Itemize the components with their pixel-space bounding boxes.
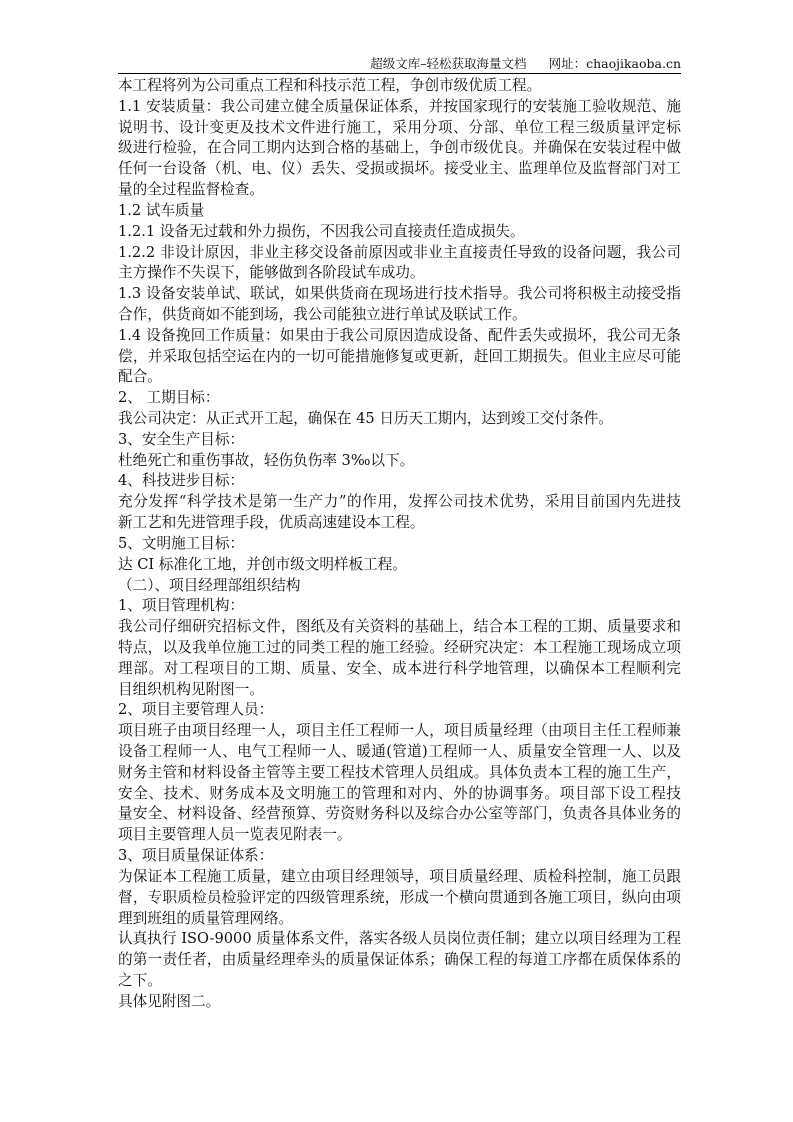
paragraph	[118, 617, 681, 700]
paragraph	[118, 471, 681, 492]
text-line: 任何一台设备（机、电、仪）丢失、受损或损坏。接受业主、监理单位及监督部门对工	[118, 160, 681, 178]
text-line: 项目班子由项目经理一人，项目主任工程师一人，项目质量经理（由项目主任工程师兼	[118, 722, 681, 740]
text-line: 级进行检验，在合同工期内达到合格的基础上，争创市级优良。并确保在安装过程中做	[118, 139, 681, 157]
header-brand: 超级文库–轻松获取海量文档	[370, 56, 527, 71]
paragraph	[118, 534, 681, 555]
paragraph	[118, 492, 681, 534]
text-line: 杜绝死亡和重伤事故，轻伤负伤率 3‰以下。	[118, 451, 415, 469]
text-line: 特点，以及我单位施工过的同类工程的施工经验。经研究决定：本工程施工现场成立项	[118, 638, 681, 656]
text-line: 本工程将列为公司重点工程和科技示范工程，争创市级优质工程。	[118, 77, 542, 94]
text-line: 具体见附图二。	[118, 992, 221, 1010]
text-line: 说明书、设计变更及技术文件进行施工，采用分项、分部、单位工程三级质量评定标	[118, 118, 681, 136]
paragraph	[118, 721, 681, 846]
paragraph	[118, 222, 681, 243]
text-line: 为保证本工程施工质量，建立由项目经理领导，项目质量经理、质检科控制，施工员跟	[118, 867, 681, 885]
text-line: 4、科技进步目标：	[118, 472, 245, 490]
text-line: 督，专职质检员检验评定的四级管理系统，形成一个横向贯通到各施工项目，纵向由项	[118, 888, 681, 906]
paragraph	[118, 596, 681, 617]
paragraph	[118, 846, 681, 867]
paragraph	[118, 97, 681, 201]
paragraph	[118, 388, 681, 409]
paragraph	[118, 929, 681, 991]
text-line: 达 CI 标准化工地，并创市级文明样板工程。	[118, 555, 407, 573]
paragraph	[118, 700, 681, 721]
paragraph	[118, 430, 681, 451]
paragraph	[118, 867, 681, 929]
paragraph	[118, 451, 681, 472]
text-line: 目组织机构见附图一。	[118, 680, 264, 698]
paragraph	[118, 576, 681, 597]
text-line: 项目主要管理人员一览表见附表一。	[118, 826, 352, 844]
paragraph	[118, 409, 681, 430]
document-body	[118, 76, 681, 1013]
text-line: 量的全过程监督检查。	[118, 181, 264, 199]
text-line: 之下。	[118, 971, 162, 989]
text-line: 1.3 设备安装单试、联试，如果供货商在现场进行技术指导。我公司将积极主动接受指	[118, 285, 681, 303]
text-line: 合作，供货商如不能到场，我公司能独立进行单试及联试工作。	[118, 305, 527, 323]
header-site: 网址：chaojikaoba.cn	[548, 56, 681, 71]
text-line: （二）、项目经理部组织结构	[118, 576, 301, 594]
text-line: 3、安全生产目标：	[118, 430, 245, 448]
text-line: 理部。对工程项目的工期、质量、安全、成本进行科学地管理，以确保本工程顺利完	[118, 659, 681, 677]
text-line: 财务主管和材料设备主管等主要工程技术管理人员组成。具体负责本工程的施工生产，	[118, 763, 681, 781]
text-line: 1.4 设备挽回工作质量：如果由于我公司原因造成设备、配件丢失或损坏，我公司无条	[118, 326, 681, 344]
paragraph	[118, 326, 681, 388]
text-line: 1.2.1 设备无过载和外力损伤，不因我公司直接责任造成损失。	[118, 222, 525, 240]
text-line: 我公司仔细研究招标文件，图纸及有关资料的基础上，结合本工程的工期、质量要求和	[118, 618, 681, 636]
text-line: 量安全、材料设备、经营预算、劳资财务科以及综合办公室等部门，负责各具体业务的	[118, 805, 681, 823]
page-header	[118, 56, 681, 74]
paragraph	[118, 992, 681, 1013]
text-line: 1、项目管理机构：	[118, 597, 245, 615]
text-line: 我公司决定：从正式开工起，确保在 45 日历天工期内，达到竣工交付条件。	[118, 410, 613, 427]
text-line: 3、项目质量保证体系：	[118, 847, 274, 865]
paragraph	[118, 555, 681, 576]
text-line: 安全、技术、财务成本及文明施工的管理和对内、外的协调事务。项目部下设工程技	[118, 784, 681, 802]
paragraph	[118, 243, 681, 285]
text-line: 理到班组的质量管理网络。	[118, 909, 294, 927]
text-line: 偿，并采取包括空运在内的一切可能措施修复或更新，赶回工期损失。但业主应尽可能	[118, 347, 681, 365]
paragraph	[118, 76, 681, 97]
text-line: 5、文明施工目标：	[118, 534, 245, 552]
text-line: 1.2 试车质量	[118, 201, 205, 219]
text-line: 1.2.2 非设计原因，非业主移交设备前原因或非业主直接责任导致的设备问题，我公司	[118, 243, 681, 261]
paragraph	[118, 201, 681, 222]
text-line: 主方操作不失误下，能够做到各阶段试车成功。	[118, 264, 425, 282]
text-line: 2、项目主要管理人员：	[118, 701, 274, 719]
text-line: 充分发挥“科学技术是第一生产力”的作用，发挥公司技术优势，采用目前国内先进技	[118, 493, 681, 511]
text-line: 配合。	[118, 368, 162, 386]
paragraph	[118, 284, 681, 326]
text-line: 新工艺和先进管理手段，优质高速建设本工程。	[118, 514, 425, 532]
text-line: 的第一责任者，由质量经理牵头的质量保证体系；确保工程的每道工序都在质保体系的	[118, 951, 681, 969]
text-line: 2、 工期目标：	[118, 389, 220, 407]
text-line: 1.1 安装质量：我公司建立健全质量保证体系，并按国家现行的安装施工验收规范、施	[118, 97, 681, 115]
text-line: 认真执行 ISO-9000 质量体系文件，落实各级人员岗位责任制；建立以项目经理为工程	[118, 930, 681, 948]
text-line: 设备工程师一人、电气工程师一人、暖通(管道)工程师一人、质量安全管理一人、以及	[118, 743, 681, 760]
